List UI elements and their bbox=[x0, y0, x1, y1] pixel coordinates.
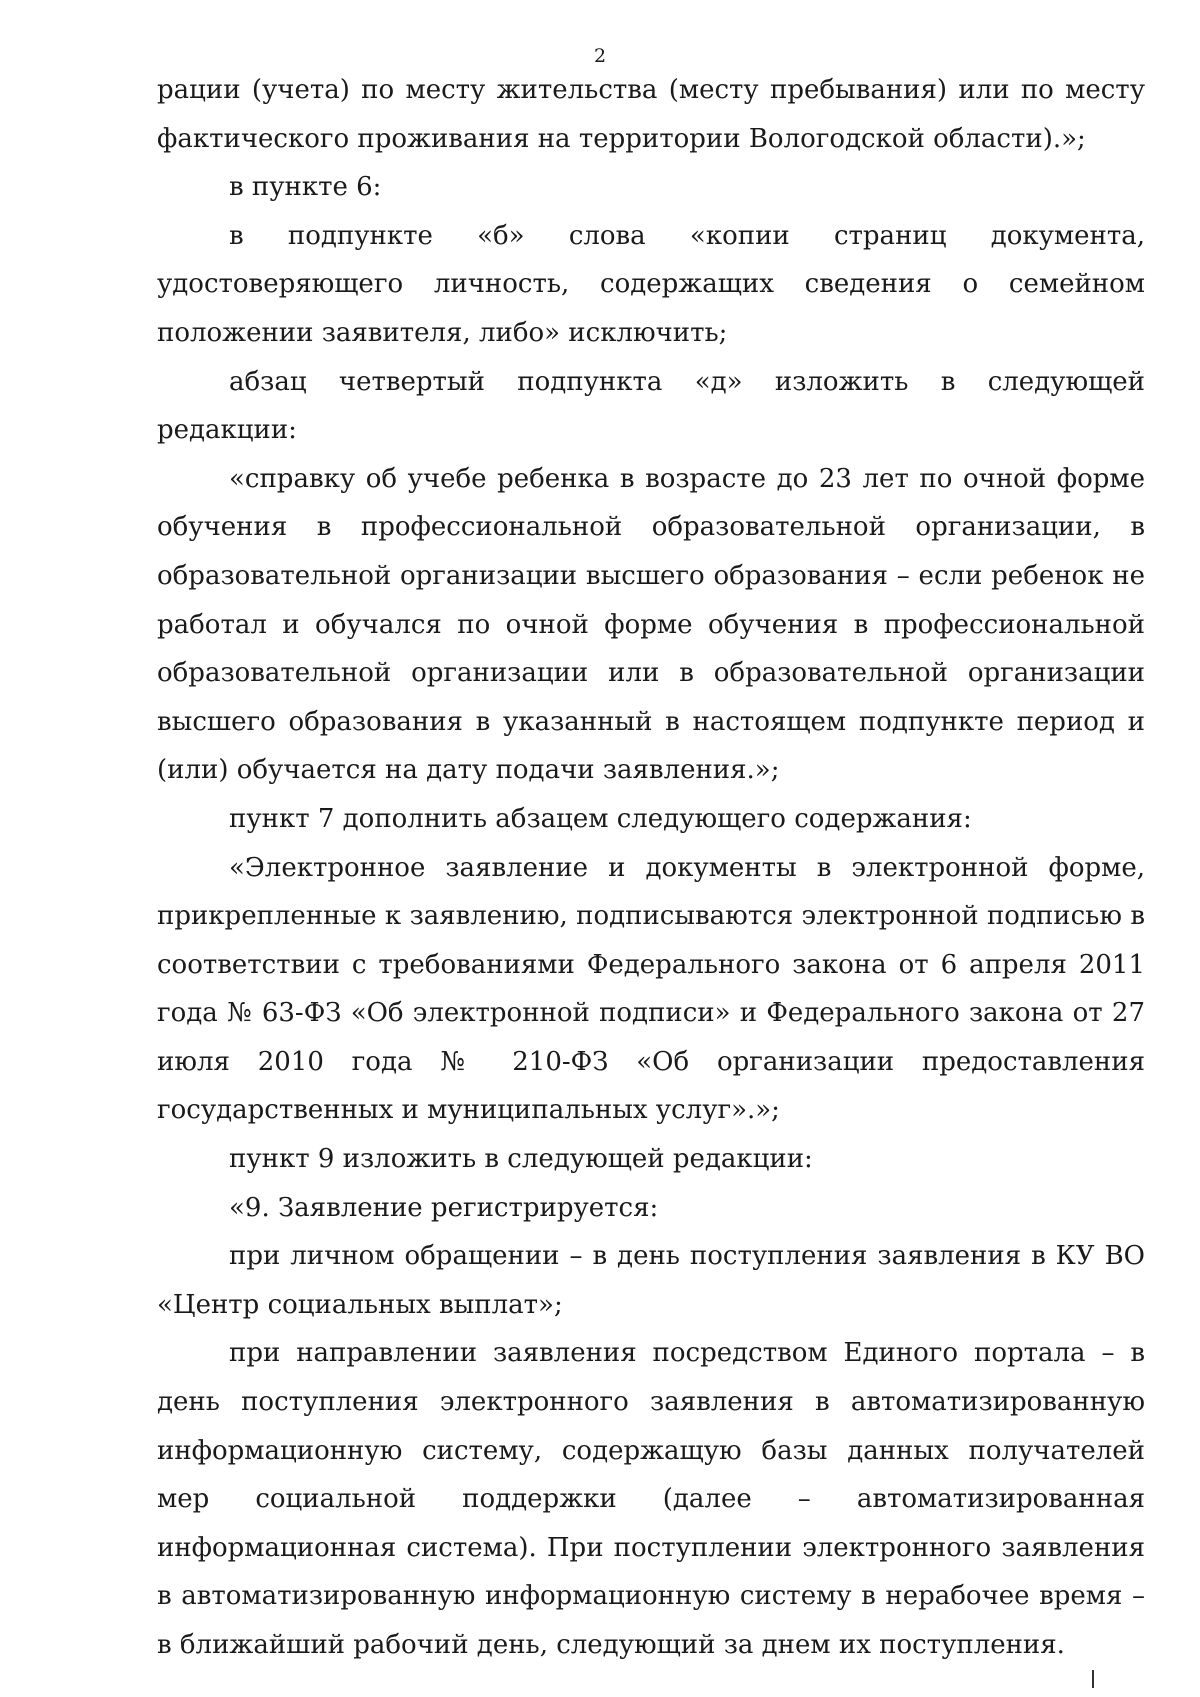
paragraph: «Электронное заявление и документы в электронной форме, прикрепленные к заявлению, подписываются электронной подписью в соответствии с требованиями Федерального закона от 6 апреля 2011 года № 63-ФЗ «Об электронной подписи» и Федерального закона от 27 июля 2010 года № 210-ФЗ «Об организации предоставления государственных и муниципальных услуг».»; bbox=[157, 852, 1145, 1126]
paragraph: пункт 9 изложить в следующей редакции: bbox=[229, 1144, 813, 1175]
paragraph: «9. Заявление регистрируется: bbox=[229, 1192, 659, 1223]
paragraph: в пункте 6: bbox=[229, 172, 382, 203]
paragraph: «справку об учебе ребенка в возрасте до 23 лет по очной форме обучения в профессиональной образовательной организации, в образовательной организации высшего образования – если ребенок не работал и обучался по очной форме обучения в профессиональной образовательной организации или в образовательной организации высшего образования в указанный в настоящем подпункте период и (или) обучается на дату подачи заявления.»; bbox=[157, 463, 1145, 786]
page-number: 2 bbox=[593, 45, 607, 67]
paragraph: пункт 7 дополнить абзацем следующего содержания: bbox=[229, 803, 972, 834]
paragraph-continuation: рации (учета) по месту жительства (месту пребывания) или по месту фактического проживания на территории Вологодской области).»; bbox=[157, 75, 1145, 154]
paragraph: при личном обращении – в день поступления заявления в КУ ВО «Центр социальных выплат»; bbox=[157, 1241, 1145, 1320]
scan-edge-mark bbox=[1092, 1670, 1094, 1688]
document-body bbox=[157, 66, 1145, 1670]
paragraph: в подпункте «б» слова «копии страниц документа, удостоверяющего личность, содержащих сведения о семейном положении заявителя, либо» исключить; bbox=[157, 220, 1145, 348]
paragraph: абзац четвертый подпункта «д» изложить в следующей редакции: bbox=[157, 366, 1145, 446]
paragraph: при направлении заявления посредством Единого портала – в день поступления электронного заявления в автоматизированную информационную систему, содержащую базы данных получателей мер социальной поддержки (далее – автоматизированная информационная система). При поступлении электронного заявления в автоматизированную информационную систему в нерабочее время – в ближайший рабочий день, следующий за днем их поступления. bbox=[157, 1338, 1145, 1660]
